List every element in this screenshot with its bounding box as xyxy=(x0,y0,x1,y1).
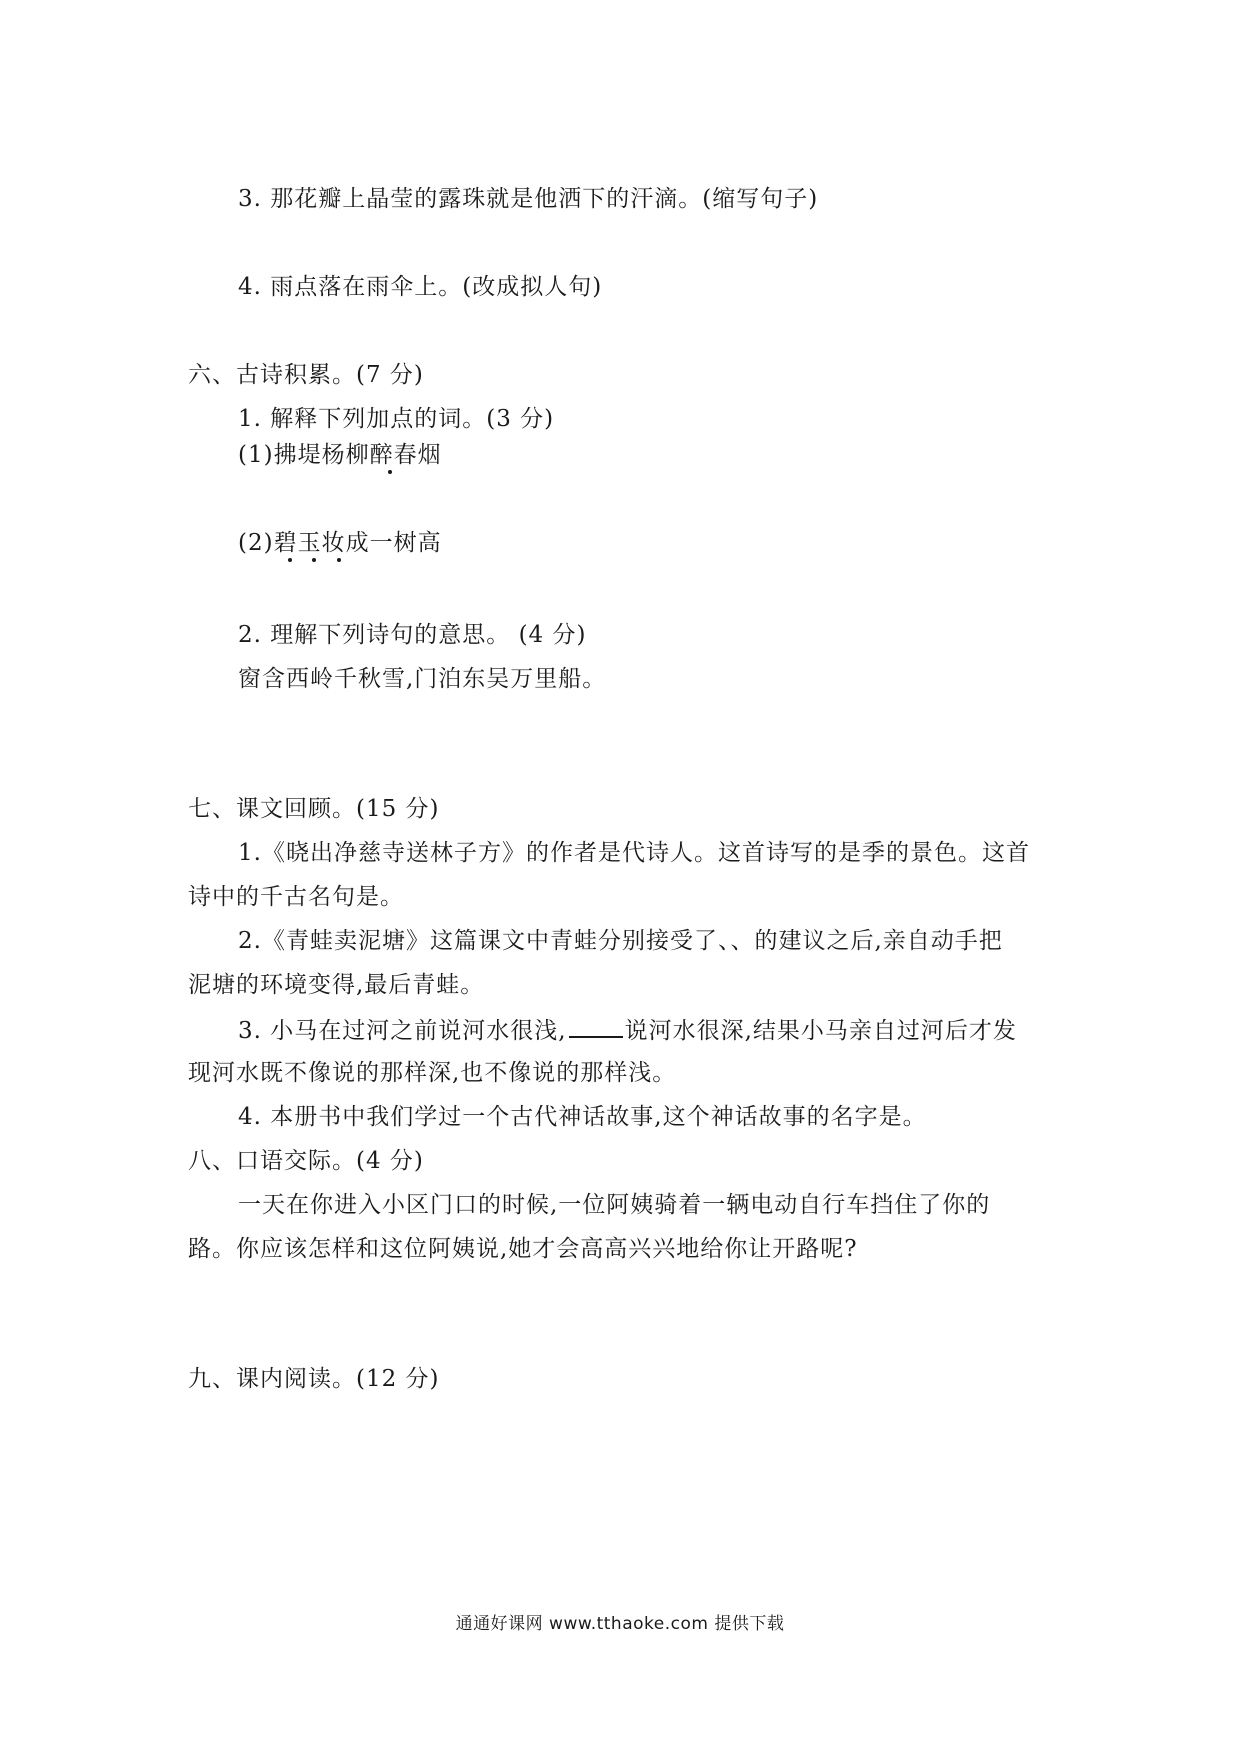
page-footer: 通通好课网 www.tthaoke.com 提供下载 xyxy=(455,1614,785,1634)
section-6-title: 六、古诗积累。(7 分) xyxy=(188,362,424,388)
question-5-4: 4. 雨点落在雨伞上。(改成拟人句) xyxy=(238,274,603,300)
question-5-3: 3. 那花瓣上晶莹的露珠就是他洒下的汗滴。(缩写句子) xyxy=(238,186,819,212)
question-7-2-line-1: 2.《青蛙卖泥塘》这篇课文中青蛙分别接受了、、的建议之后,亲自动手把 xyxy=(238,928,1003,954)
poem-line: 窗含西岭千秋雪,门泊东吴万里船。 xyxy=(238,666,607,692)
answer-blank[interactable] xyxy=(569,1014,623,1038)
question-7-2-line-2: 泥塘的环境变得,最后青蛙。 xyxy=(188,972,485,998)
question-7-1-line-1: 1.《晓出净慈寺送林子方》的作者是代诗人。这首诗写的是季的景色。这首 xyxy=(238,840,1030,866)
question-7-1-line-2: 诗中的千古名句是。 xyxy=(188,884,404,910)
question-7-3-part-2: 说河水很深,结果小马亲自过河后才发 xyxy=(624,1018,1017,1044)
question-7-3-part-1: 3. 小马在过河之前说河水很浅, xyxy=(238,1018,567,1044)
section-8-title: 八、口语交际。(4 分) xyxy=(188,1148,424,1174)
emphasis-dot xyxy=(312,558,316,562)
emphasis-dot xyxy=(288,558,292,562)
question-7-3-line-1 xyxy=(238,1014,1017,1046)
question-7-4: 4. 本册书中我们学过一个古代神话故事,这个神话故事的名字是。 xyxy=(238,1104,927,1130)
question-6-2: 2. 理解下列诗句的意思。 (4 分) xyxy=(238,622,587,648)
section-8-text-line-1: 一天在你进入小区门口的时候,一位阿姨骑着一辆电动自行车挡住了你的 xyxy=(238,1192,991,1218)
section-9-title: 九、课内阅读。(12 分) xyxy=(188,1366,440,1392)
question-6-1: 1. 解释下列加点的词。(3 分) xyxy=(238,406,555,432)
question-7-3-line-2: 现河水既不像说的那样深,也不像说的那样浅。 xyxy=(188,1060,677,1086)
question-6-1-2: (2)碧玉妆成一树高 xyxy=(238,530,442,556)
emphasis-dot xyxy=(388,470,392,474)
question-6-1-1: (1)拂堤杨柳醉春烟 xyxy=(238,442,442,468)
emphasis-dot xyxy=(337,558,341,562)
section-7-title: 七、课文回顾。(15 分) xyxy=(188,796,440,822)
section-8-text-line-2: 路。你应该怎样和这位阿姨说,她才会高高兴兴地给你让开路呢? xyxy=(188,1236,858,1262)
